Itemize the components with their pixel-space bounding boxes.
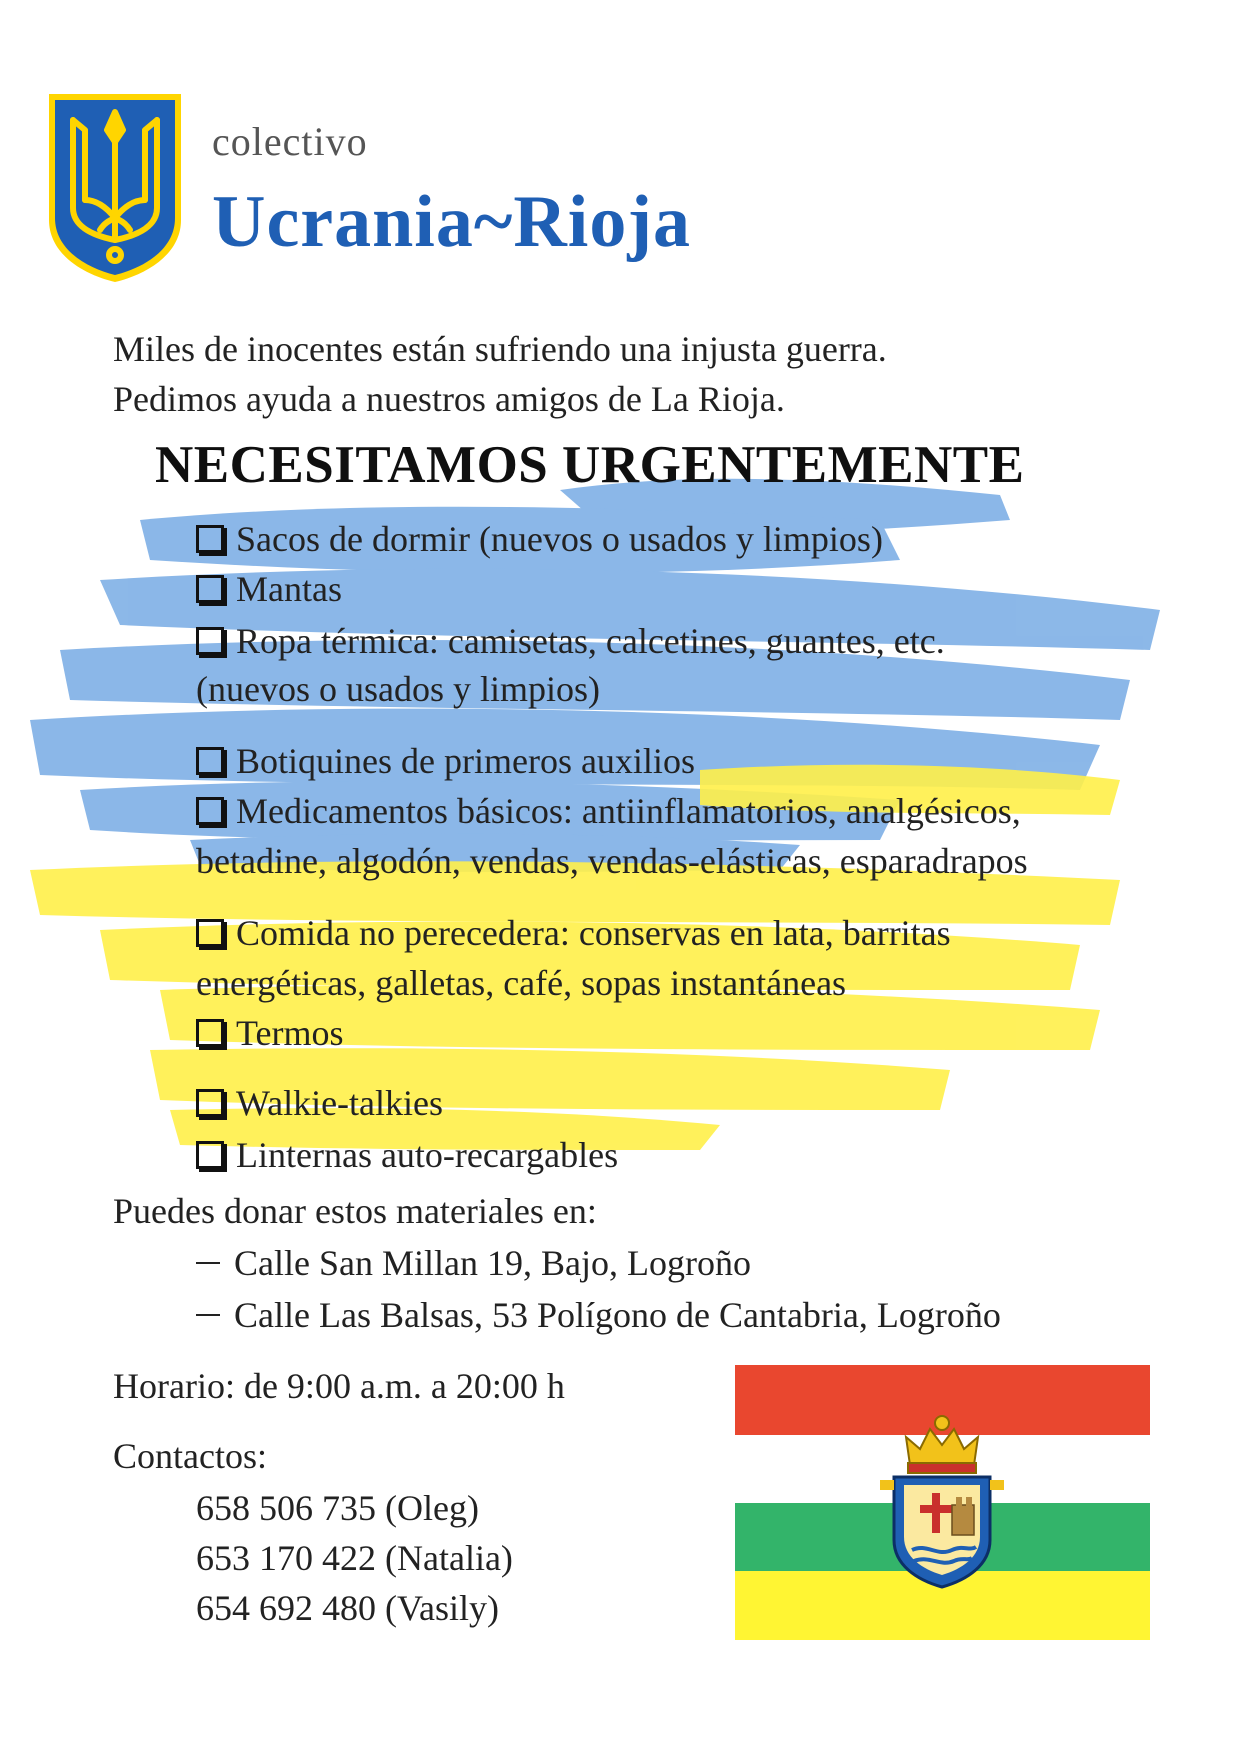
contact-item: 653 170 422 (Natalia)	[196, 1538, 513, 1578]
dash-icon	[196, 1314, 220, 1316]
item-continuation: (nuevos o usados y limpios)	[196, 669, 600, 709]
org-prefix: colectivo	[212, 119, 368, 164]
item-text: Termos	[236, 1013, 344, 1053]
contact-item: 654 692 480 (Vasily)	[196, 1588, 499, 1628]
schedule: Horario: de 9:00 a.m. a 20:00 h	[113, 1366, 565, 1406]
list-item	[196, 912, 951, 954]
address-text: Calle Las Balsas, 53 Polígono de Cantabria, Logroño	[234, 1295, 1001, 1335]
intro-line-2: Pedimos ayuda a nuestros amigos de La Rioja.	[113, 379, 785, 419]
checkbox-icon	[196, 747, 224, 775]
item-text: Ropa térmica: camisetas, calcetines, guantes, etc.	[236, 621, 945, 661]
list-item	[196, 620, 945, 662]
list-item	[196, 1082, 443, 1124]
dash-icon	[196, 1262, 220, 1264]
address-item	[196, 1242, 751, 1284]
contacts-label: Contactos:	[113, 1436, 267, 1476]
list-item	[196, 740, 695, 782]
contact-item: 658 506 735 (Oleg)	[196, 1488, 479, 1528]
list-item	[196, 1012, 343, 1054]
list-item	[196, 790, 1021, 832]
item-text: Sacos de dormir (nuevos o usados y limpios)	[236, 519, 883, 559]
checkbox-icon	[196, 1089, 224, 1117]
list-item	[196, 1134, 618, 1176]
checkbox-icon	[196, 627, 224, 655]
ukraine-trident-icon	[45, 90, 185, 285]
checkbox-icon	[196, 797, 224, 825]
checkbox-icon	[196, 575, 224, 603]
item-text: Walkie-talkies	[236, 1083, 444, 1123]
address-text: Calle San Millan 19, Bajo, Logroño	[234, 1243, 751, 1283]
item-text: Linternas auto-recargables	[236, 1135, 619, 1175]
la-rioja-flag-icon	[735, 1365, 1150, 1640]
headline: NECESITAMOS URGENTEMENTE	[155, 436, 1025, 494]
item-text: Comida no perecedera: conservas en lata, barritas	[236, 913, 951, 953]
address-item	[196, 1294, 1001, 1336]
item-text: Botiquines de primeros auxilios	[236, 741, 695, 781]
intro-line-1: Miles de inocentes están sufriendo una injusta guerra.	[113, 329, 887, 369]
item-text: Mantas	[236, 569, 342, 609]
list-item	[196, 518, 883, 560]
list-item	[196, 568, 342, 610]
checkbox-icon	[196, 1141, 224, 1169]
checkbox-icon	[196, 525, 224, 553]
donate-label: Puedes donar estos materiales en:	[113, 1191, 597, 1231]
checkbox-icon	[196, 919, 224, 947]
org-name: Ucrania~Rioja	[212, 181, 691, 263]
item-text: Medicamentos básicos: antiinflamatorios, analgésicos,	[236, 791, 1021, 831]
item-continuation: betadine, algodón, vendas, vendas-elásticas, esparadrapos	[196, 841, 1028, 881]
checkbox-icon	[196, 1019, 224, 1047]
item-continuation: energéticas, galletas, café, sopas instantáneas	[196, 963, 847, 1003]
